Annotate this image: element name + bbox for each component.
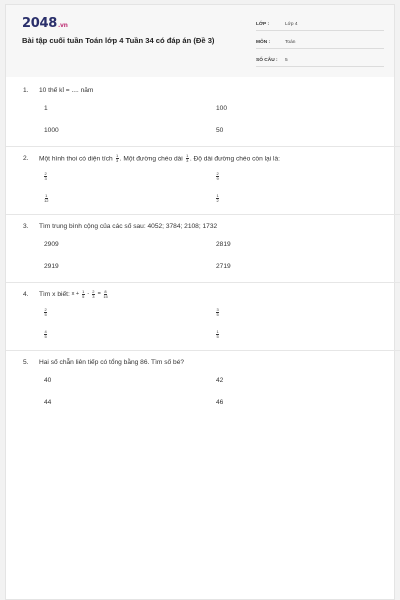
fraction [116,154,119,163]
worksheet-title: Bài tập cuối tuần Toán lớp 4 Tuần 34 có đáp án (Đề 3) [22,36,215,45]
answer-option[interactable]: 2909 [44,240,59,248]
fraction-numerator: 1 [82,288,85,294]
answer-option[interactable]: 40 [44,376,52,384]
question-number: 1. [23,86,29,94]
worksheet-header [6,5,394,77]
question-4 [23,287,383,351]
fraction-numerator: 3 [216,306,219,312]
fraction-denominator: 3 [186,157,189,163]
question-number: 2. [23,154,29,162]
fraction [44,308,47,317]
meta-value: Lớp 4 [285,21,298,27]
question-text [39,154,383,163]
fraction-numerator: 2 [44,306,47,312]
question-number: 4. [23,290,29,298]
answer-option[interactable]: 2919 [44,262,59,270]
fraction-denominator: 9 [216,175,219,181]
fraction [44,330,47,339]
fraction [216,308,219,317]
answer-option[interactable]: 46 [216,398,224,406]
fraction-denominator: 12 [44,197,49,203]
fraction-denominator: 15 [103,293,108,299]
answer-options [44,369,383,413]
fraction-denominator: 5 [82,293,85,299]
fraction-numerator: 1 [45,192,48,198]
question-2 [23,151,383,215]
answer-option[interactable] [44,165,216,187]
operator: = [97,291,101,298]
answer-option[interactable]: 42 [216,376,224,384]
meta-label: MÔN : [256,39,271,45]
answer-options [44,165,383,209]
fraction-denominator: 3 [44,175,47,181]
answer-option[interactable] [216,301,386,323]
answer-option[interactable] [44,323,216,345]
question-text-part: . Độ dài đường chéo còn lại là: [189,154,280,162]
answer-options [44,301,383,345]
fraction [44,172,47,181]
fraction-numerator: 2 [92,288,95,294]
question-text: Tìm trung bình cộng của các số sau: 4052; 3784; 2108; 1732 [39,222,218,230]
fraction-numerator: 2 [44,170,47,176]
answer-option[interactable]: 44 [44,398,52,406]
question-text [39,290,383,299]
fraction-denominator: 5 [216,333,219,339]
fraction [44,194,48,203]
meta-value: 5 [285,57,288,63]
fraction [216,330,219,339]
fraction-numerator: 1 [216,328,219,334]
question-5 [23,355,383,413]
meta-label: LỚP : [256,21,270,27]
answer-option[interactable]: 100 [216,104,228,112]
divider [6,350,400,351]
question-number: 5. [23,358,29,366]
answer-option[interactable]: 50 [216,126,224,134]
logo-sub-text: .vn [57,22,68,29]
question-1 [23,83,383,147]
meta-info [256,19,384,73]
answer-options [44,97,383,141]
fraction-numerator: 1 [186,152,189,158]
meta-label: SỐ CÂU : [256,57,278,63]
answer-option[interactable] [216,165,386,187]
answer-option[interactable] [44,187,216,209]
fraction [216,194,219,203]
answer-option[interactable] [216,187,386,209]
meta-row-count [256,55,384,67]
fraction-numerator: 8 [104,288,107,294]
answer-option[interactable]: 1 [44,104,48,112]
meta-row-subject [256,37,384,49]
answer-option[interactable]: 2719 [216,262,231,270]
divider [6,146,400,147]
divider [6,282,400,283]
logo-main-text: 2048 [22,16,57,31]
operator: - [87,291,90,298]
equation [71,288,109,299]
fraction-numerator: 2 [216,170,219,176]
question-number: 3. [23,222,29,230]
fraction [216,172,219,181]
operator: + [75,291,80,298]
answer-option[interactable] [44,301,216,323]
answer-options [44,233,383,277]
question-text-part: Một hình thoi có diện tích [39,154,113,162]
meta-row-class [256,19,384,31]
fraction [92,290,95,299]
fraction-denominator: 5 [44,333,47,339]
fraction-numerator: 4 [44,328,47,334]
fraction [186,154,189,163]
fraction-denominator: 5 [44,311,47,317]
fraction-denominator: 5 [216,311,219,317]
fraction-numerator: 1 [116,152,119,158]
answer-option[interactable]: 1000 [44,126,59,134]
question-text-part: Tìm x biết: [39,290,70,298]
site-logo[interactable] [22,16,68,31]
fraction-denominator: 2 [216,197,219,203]
question-text: Hai số chẵn liên tiếp có tổng bằng 86. Tìm số bé? [39,358,185,366]
question-3 [23,219,383,283]
fraction [103,290,107,299]
question-text: 10 thế kỉ = .... năm [39,86,94,94]
fraction-denominator: 3 [116,157,119,163]
worksheet-page [5,4,395,600]
question-text-part: . Một đường chéo dài [119,154,183,162]
meta-value: Toán [285,39,296,45]
fraction [82,290,85,299]
fraction-numerator: 1 [216,192,219,198]
fraction-denominator: 3 [92,293,95,299]
answer-option[interactable]: 2819 [216,240,231,248]
question-list [23,83,383,413]
variable-x: x [71,291,75,298]
answer-option[interactable] [216,323,386,345]
divider [6,214,400,215]
